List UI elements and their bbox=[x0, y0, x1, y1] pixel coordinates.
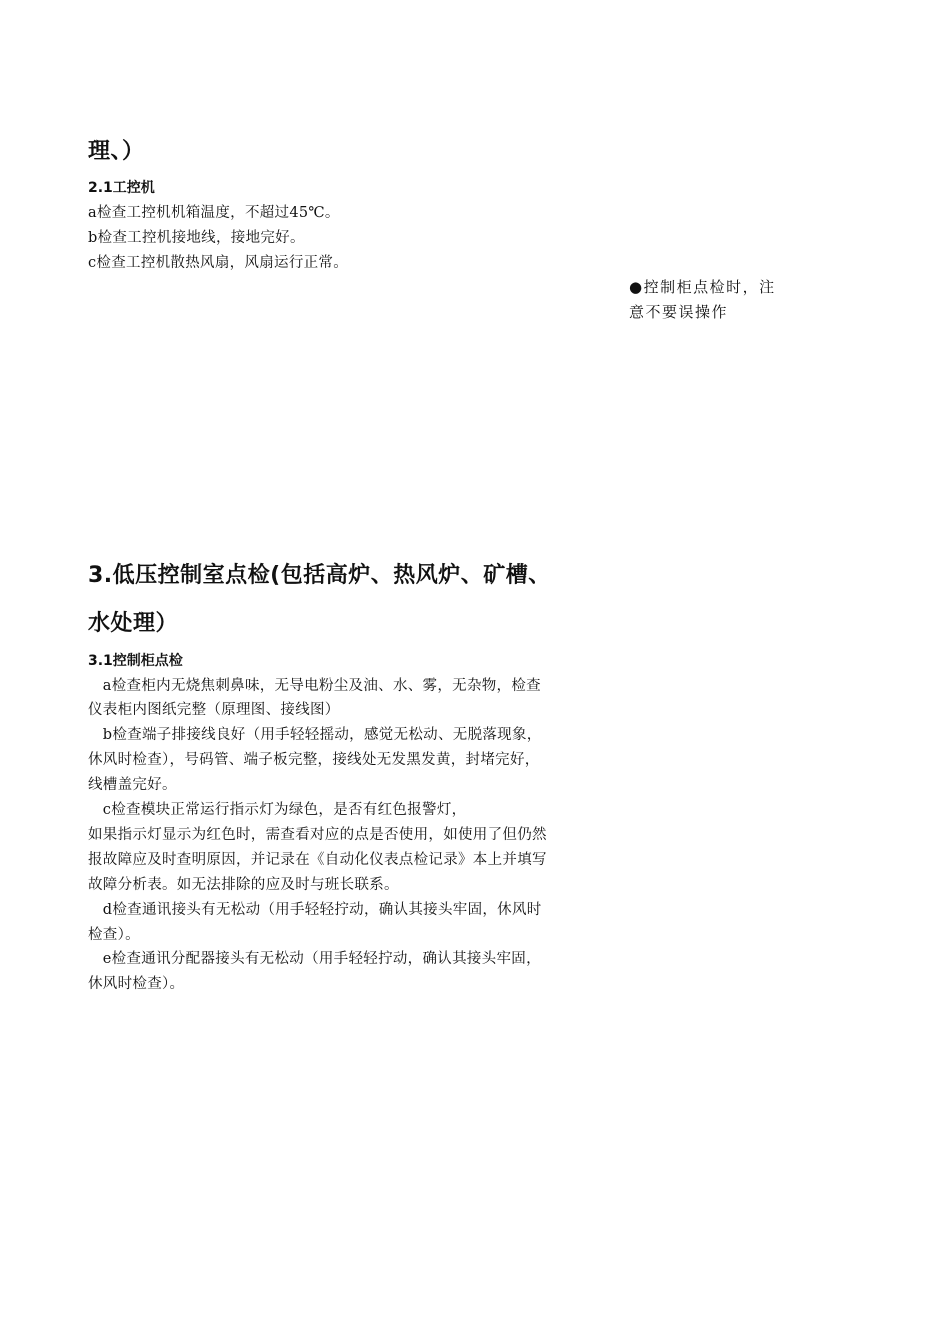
paragraph-line: 休风时检查）。 bbox=[88, 976, 185, 992]
side-note-line: ●控制柜点检时，注 bbox=[629, 278, 776, 296]
section-title-3: 3.低压控制室点检(包括高炉、热风炉、矿槽、 bbox=[88, 563, 551, 588]
subsection-title-2-1: 2.1工控机 bbox=[88, 180, 155, 196]
paragraph-line: 故障分析表。如无法排除的应及时与班长联系。 bbox=[88, 877, 399, 893]
list-item: b检查工控机接地线，接地完好。 bbox=[88, 230, 305, 246]
paragraph-line: b检查端子排接线良好（用手轻轻摇动，感觉无松动、无脱落现象， bbox=[88, 727, 542, 743]
section-title-3-cont: 水处理） bbox=[88, 611, 179, 636]
section-title-continuation: 理、） bbox=[88, 139, 145, 164]
list-item: c检查工控机散热风扇，风扇运行正常。 bbox=[88, 255, 349, 271]
paragraph-line: 检查）。 bbox=[88, 927, 140, 943]
list-item: a检查工控机机箱温度，不超过45℃。 bbox=[88, 205, 340, 221]
paragraph-line: a检查柜内无烧焦刺鼻味，无导电粉尘及油、水、雾，无杂物，检查 bbox=[88, 678, 541, 694]
paragraph-line: 如果指示灯显示为红色时，需查看对应的点是否使用，如使用了但仍然 bbox=[88, 827, 547, 843]
side-note-line: 意不要误操作 bbox=[629, 303, 729, 321]
paragraph-line: d检查通讯接头有无松动（用手轻轻拧动，确认其接头牢固，休风时 bbox=[88, 902, 542, 918]
paragraph-line: e检查通讯分配器接头有无松动（用手轻轻拧动，确认其接头牢固， bbox=[88, 951, 541, 967]
paragraph-line: c检查模块正常运行指示灯为绿色，是否有红色报警灯， bbox=[88, 802, 467, 818]
paragraph-line: 仪表柜内图纸完整（原理图、接线图） bbox=[88, 702, 340, 718]
paragraph-line: 休风时检查），号码管、端子板完整，接线处无发黑发黄，封堵完好， bbox=[88, 752, 540, 768]
paragraph-line: 报故障应及时查明原因，并记录在《自动化仪表点检记录》本上并填写 bbox=[88, 852, 547, 868]
paragraph-line: 线槽盖完好。 bbox=[88, 777, 177, 793]
subsection-title-3-1: 3.1控制柜点检 bbox=[88, 653, 183, 669]
